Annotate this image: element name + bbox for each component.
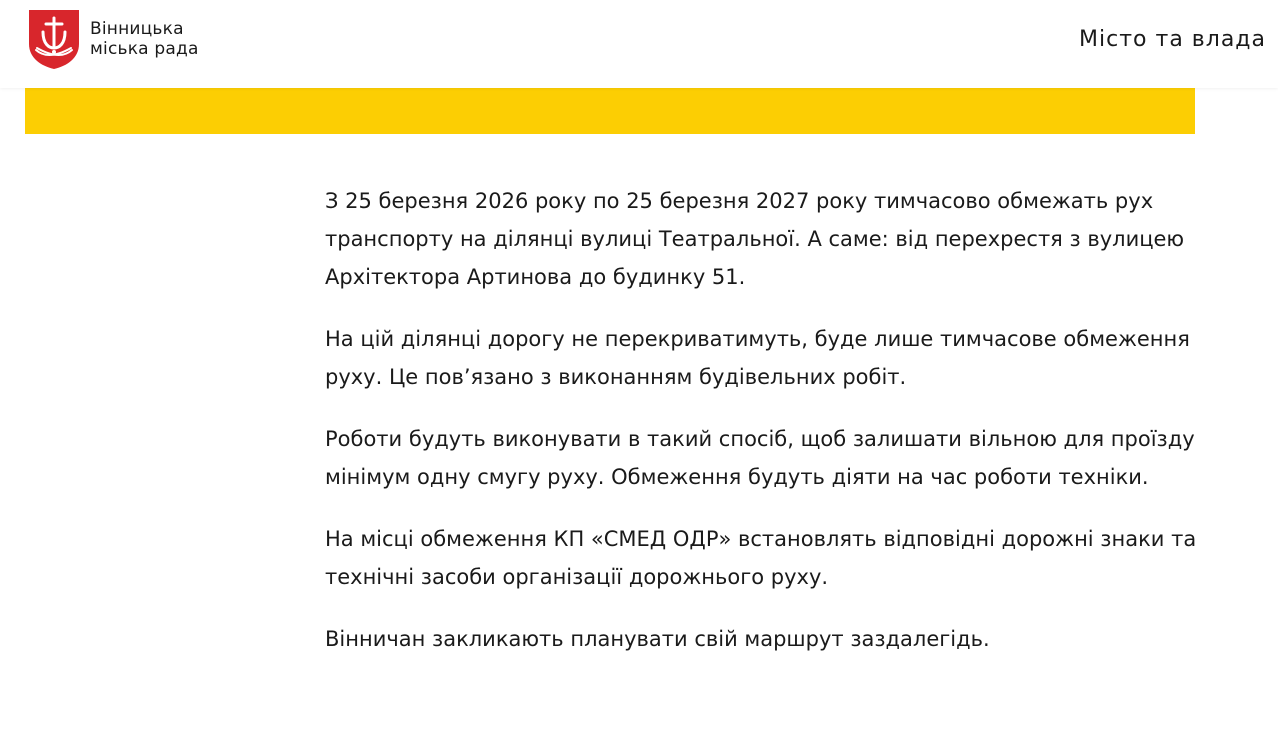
article-paragraph: На цій ділянці дорогу не перекриватимуть, буде лише тимчасове обмеження руху. Це пов’язано з виконанням будівельних робіт. bbox=[325, 327, 1190, 389]
yellow-banner bbox=[25, 88, 1195, 134]
article-paragraph: Роботи будуть виконувати в такий спосіб, щоб залишати вільною для проїзду мінімум одну смугу руху. Обмеження будуть діяти на час роботи техніки. bbox=[325, 427, 1195, 489]
article-body bbox=[325, 182, 1205, 682]
article-paragraph: З 25 березня 2026 року по 25 березня 2027 року тимчасово обмежать рух транспорту на ділянці вулиці Театральної. А саме: від перехрестя з вулицею Архітектора Артинова до будинку 51. bbox=[325, 189, 1185, 289]
site-header bbox=[0, 0, 1278, 88]
logo-line-2: міська рада bbox=[90, 39, 199, 59]
nav-city-and-government[interactable]: Місто та влада bbox=[1079, 27, 1266, 52]
coat-of-arms-icon bbox=[27, 8, 81, 70]
logo-text bbox=[90, 19, 199, 59]
article-paragraph: На місці обмеження КП «СМЕД ОДР» встановлять відповідні дорожні знаки та технічні засоби організації дорожнього руху. bbox=[325, 527, 1197, 589]
logo-line-1: Вінницька bbox=[90, 19, 184, 39]
article-paragraph: Вінничан закликають планувати свій маршрут заздалегідь. bbox=[325, 627, 990, 651]
logo-link[interactable] bbox=[27, 8, 199, 70]
